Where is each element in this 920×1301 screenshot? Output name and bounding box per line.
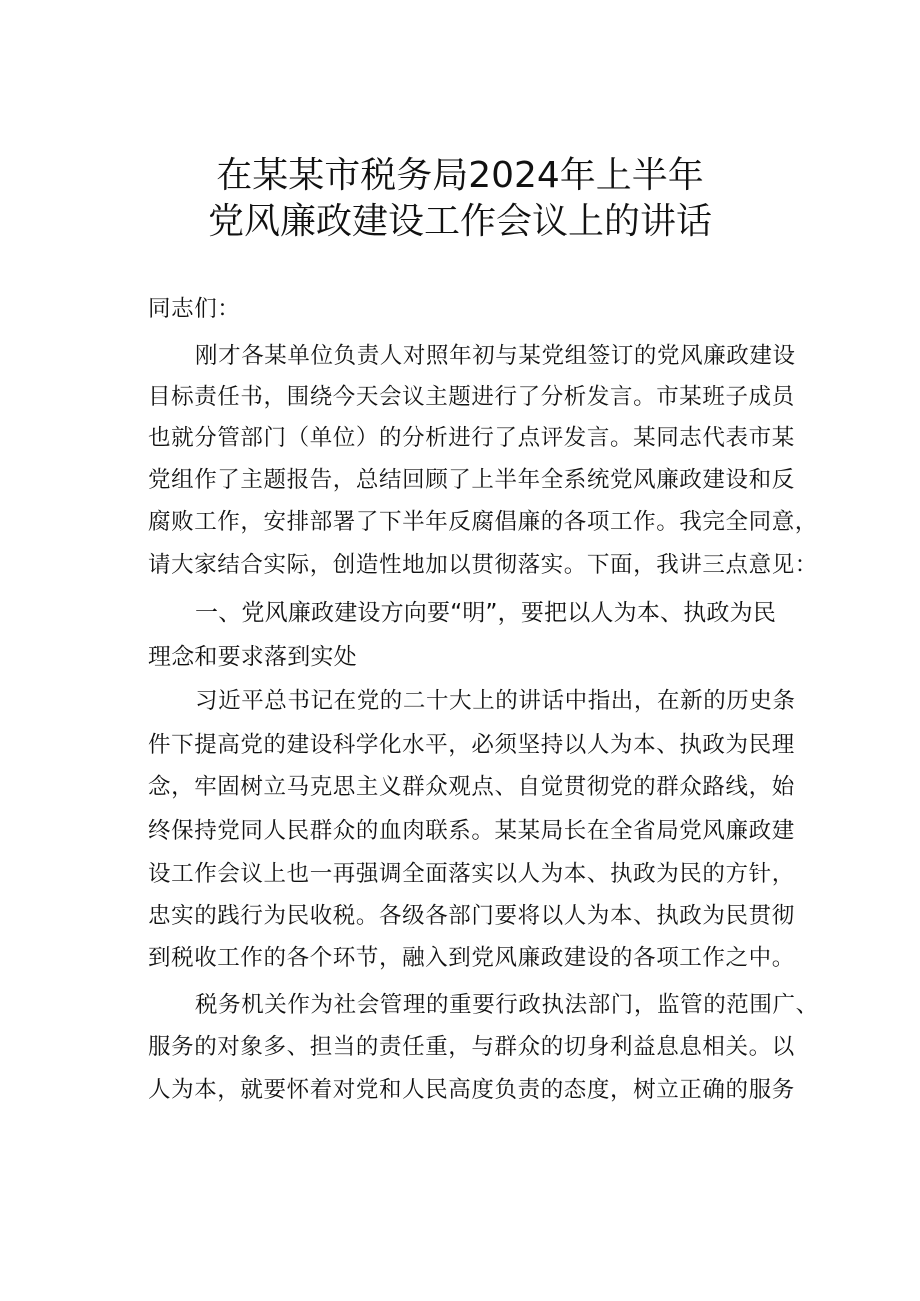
paragraph1-line: 刚才各某单位负责人对照年初与某党组签订的党风廉政建设 xyxy=(195,343,796,369)
section-heading-line: 理念和要求落到实处 xyxy=(148,644,357,670)
paragraph2-line: 习近平总书记在党的二十大上的讲话中指出，在新的历史条 xyxy=(195,688,796,714)
paragraph1-line: 请大家结合实际，创造性地加以贯彻落实。下面，我讲三点意见： xyxy=(148,552,818,578)
paragraph2-line: 到税收工作的各个环节，融入到党风廉政建设的各项工作之中。 xyxy=(148,945,795,971)
section-heading-line: 一、党风廉政建设方向要“明”，要把以人为本、执政为民 xyxy=(195,600,777,626)
paragraph2-line: 忠实的践行为民收税。各级各部门要将以人为本、执政为民贯彻 xyxy=(148,903,795,929)
paragraph2-line: 终保持党同人民群众的血肉联系。某某局长在全省局党风廉政建 xyxy=(148,818,795,844)
document-title-line-2: 党风廉政建设工作会议上的讲话 xyxy=(207,201,712,242)
paragraph2-line: 念，牢固树立马克思主义群众观点、自觉贯彻党的群众路线，始 xyxy=(148,774,795,800)
paragraph3-line: 服务的对象多、担当的责任重，与群众的切身利益息息相关。以 xyxy=(148,1034,795,1060)
paragraph3-line: 税务机关作为社会管理的重要行政执法部门，监管的范围广、 xyxy=(195,992,819,1018)
paragraph1-line: 目标责任书，围绕今天会议主题进行了分析发言。市某班子成员 xyxy=(148,384,795,410)
paragraph2-line: 设工作会议上也一再强调全面落实以人为本、执政为民的方针， xyxy=(148,861,795,887)
paragraph1-line: 也就分管部门（单位）的分析进行了点评发言。某同志代表市某 xyxy=(148,425,795,451)
paragraph1-line: 党组作了主题报告，总结回顾了上半年全系统党风廉政建设和反 xyxy=(148,467,795,493)
document-title-line-1: 在某某市税务局2024年上半年 xyxy=(216,155,704,196)
salutation: 同志们： xyxy=(148,296,241,322)
paragraph3-line: 人为本，就要怀着对党和人民高度负责的态度，树立正确的服务 xyxy=(148,1077,795,1103)
paragraph2-line: 件下提高党的建设科学化水平，必须坚持以人为本、执政为民理 xyxy=(148,732,795,758)
paragraph1-line: 腐败工作，安排部署了下半年反腐倡廉的各项工作。我完全同意， xyxy=(148,509,818,535)
